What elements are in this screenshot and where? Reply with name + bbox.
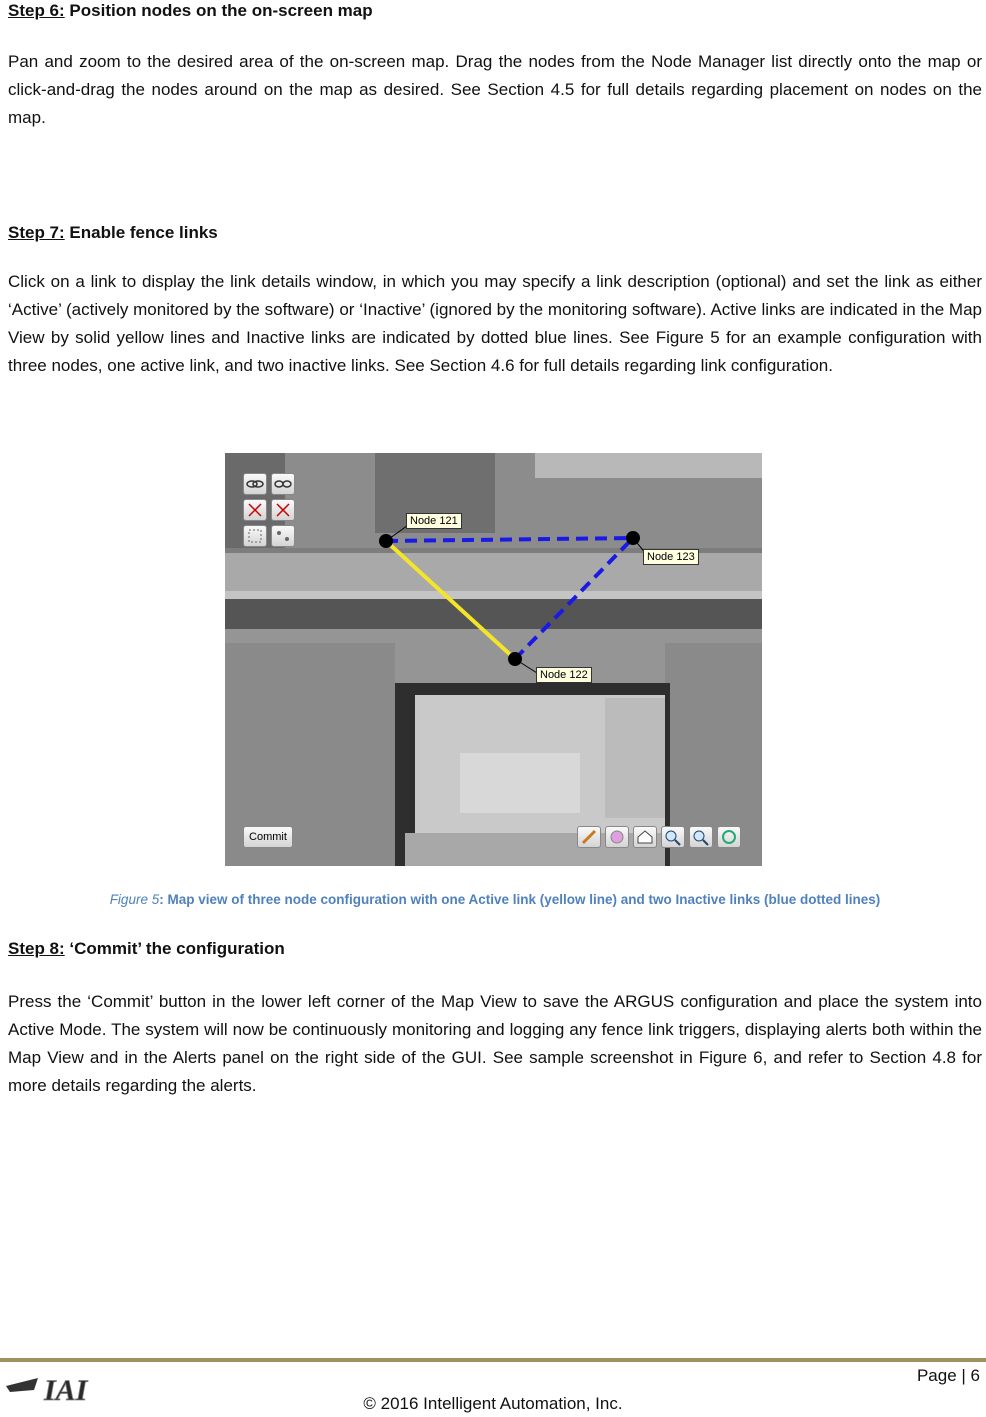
step6-title: Position nodes on the on-screen map	[69, 1, 373, 20]
footer-rule	[0, 1358, 986, 1362]
step6-text: Pan and zoom to the desired area of the on-screen map. Drag the nodes from the Node Manager list directly onto the map or click-and-drag the nodes around on the map as desired. See Section 4.5 for full details regarding placement on nodes on the map.	[8, 52, 982, 127]
select-nodes-button[interactable]	[243, 525, 267, 547]
select-nodes-icon	[244, 526, 266, 546]
node-label-123[interactable]: Node 123	[643, 549, 699, 565]
link-icon	[244, 474, 266, 494]
arrange-nodes-button[interactable]	[271, 525, 295, 547]
unlink-icon	[272, 474, 294, 494]
color-wheel-icon	[606, 827, 628, 847]
refresh-button[interactable]	[717, 826, 741, 848]
step6-label: Step 6:	[8, 1, 65, 20]
delete-node-icon	[244, 500, 266, 520]
home-button[interactable]	[633, 826, 657, 848]
step7-label: Step 7:	[8, 223, 65, 242]
step8-heading	[8, 938, 285, 960]
step8-text: Press the ‘Commit’ button in the lower left corner of the Map View to save the ARGUS configuration and place the system into Active Mode. The system will now be continuously monitoring and logging any fence link triggers, displaying alerts both within the Map View and in the Alerts panel on the right side of the GUI. See sample screenshot in Figure 6, and refer to Section 4.8 for more details regarding the alerts.	[8, 992, 982, 1095]
home-icon	[634, 827, 656, 847]
logo-text: IAI	[44, 1374, 88, 1407]
caption-label: Figure 5	[109, 892, 160, 907]
commit-button[interactable]: Commit	[243, 826, 293, 848]
zoom-out-button[interactable]	[689, 826, 713, 848]
delete-link-icon	[272, 500, 294, 520]
node-label-122[interactable]: Node 122	[536, 667, 592, 683]
node-marker[interactable]	[626, 531, 640, 545]
step6-heading	[8, 0, 373, 22]
zoom-out-icon	[690, 827, 712, 847]
delete-link-button[interactable]	[271, 499, 295, 521]
zoom-in-button[interactable]	[661, 826, 685, 848]
step7-title: Enable fence links	[69, 223, 218, 242]
map-view-figure	[225, 453, 762, 866]
unlink-tool-button[interactable]	[271, 473, 295, 495]
draw-tool-button[interactable]	[577, 826, 601, 848]
delete-node-button[interactable]	[243, 499, 267, 521]
node-label-121[interactable]: Node 121	[406, 513, 462, 529]
arrange-nodes-icon	[272, 526, 294, 546]
step7-heading	[8, 222, 218, 244]
node-marker[interactable]	[379, 534, 393, 548]
caption-text: : Map view of three node configuration with one Active link (yellow line) and two Inactive links (blue dotted lines)	[159, 892, 881, 907]
step7-text: Click on a link to display the link details window, in which you may specify a link description (optional) and set the link as either ‘Active’ (actively monitored by the software) or ‘Inactive’ (ignored by the monitoring software). Active links are indicated in the Map View by solid yellow lines and Inactive links are indicated by dotted blue lines. See Figure 5 for an example configuration with three nodes, one active link, and two inactive links. See Section 4.6 for full details regarding link configuration.	[8, 272, 982, 375]
link-tool-button[interactable]	[243, 473, 267, 495]
page-number: Page | 6	[916, 1366, 980, 1385]
step8-label: Step 8:	[8, 939, 65, 958]
copyright: © 2016 Intelligent Automation, Inc.	[363, 1394, 623, 1413]
refresh-icon	[718, 827, 740, 847]
step8-title: ‘Commit’ the configuration	[69, 939, 285, 958]
color-tool-button[interactable]	[605, 826, 629, 848]
node-marker[interactable]	[508, 652, 522, 666]
zoom-in-icon	[662, 827, 684, 847]
figure-caption	[8, 892, 982, 907]
map-aerial-image	[225, 453, 762, 866]
pencil-icon	[578, 827, 600, 847]
